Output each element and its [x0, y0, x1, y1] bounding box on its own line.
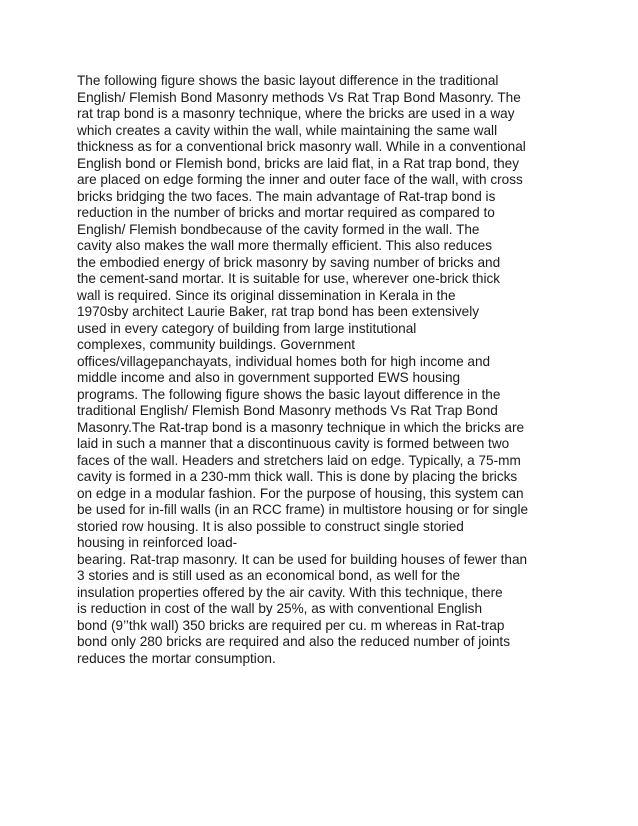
text-line: laid in such a manner that a discontinuous cavity is formed between two [77, 436, 510, 451]
text-line: cavity is formed in a 230-mm thick wall. This is done by placing the bricks [77, 469, 518, 484]
text-line: The following figure shows the basic layout difference in the traditional [77, 73, 499, 88]
text-line: faces of the wall. Headers and stretchers laid on edge. Typically, a 75-mm [77, 452, 521, 468]
text-line: middle income and also in government supported EWS housing [77, 370, 461, 385]
text-line: the cement-sand mortar. It is suitable for use, wherever one-brick thick [77, 271, 501, 286]
text-line: 1970sby architect Laurie Baker, rat trap bond has been extensively [77, 304, 480, 319]
text-line: traditional English/ Flemish Bond Masonry methods Vs Rat Trap Bond [77, 403, 498, 418]
text-line: used in every category of building from large institutional [77, 320, 417, 336]
text-line: is reduction in cost of the wall by 25%, as with conventional English [77, 601, 483, 616]
text-line: insulation properties offered by the air cavity. With this technique, there [77, 584, 503, 600]
text-line: cavity also makes the wall more thermally efficient. This also reduces [77, 238, 493, 253]
body-paragraph [77, 73, 561, 667]
text-line: Masonry.The Rat-trap bond is a masonry technique in which the bricks are [77, 419, 525, 435]
text-line: 3 stories and is still used as an economical bond, as well for the [77, 568, 461, 583]
text-line: bricks bridging the two faces. The main advantage of Rat-trap bond is [77, 188, 496, 204]
text-line: are placed on edge forming the inner and outer face of the wall, with cross [77, 172, 523, 187]
text-line: which creates a cavity within the wall, while maintaining the same wall [77, 122, 498, 138]
text-line: complexes, community buildings. Government [77, 337, 356, 352]
text-line: programs. The following figure shows the basic layout difference in the [77, 386, 501, 402]
text-line: bearing. Rat-trap masonry. It can be used for building houses of fewer than [77, 551, 528, 567]
text-line: offices/villagepanchayats, individual homes both for high income and [77, 353, 491, 369]
text-line: English bond or Flemish bond, bricks are laid flat, in a Rat trap bond, they [77, 155, 520, 171]
text-line: bond only 280 bricks are required and also the reduced number of joints [77, 634, 511, 649]
text-line: reduces the mortar consumption. [77, 650, 276, 666]
text-line: rat trap bond is a masonry technique, where the bricks are used in a way [77, 106, 515, 121]
text-line: bond (9’’thk wall) 350 bricks are required per cu. m whereas in Rat-trap [77, 617, 505, 633]
text-line: be used for in-fill walls (in an RCC frame) in multistore housing or for single [77, 502, 529, 517]
text-line: wall is required. Since its original dissemination in Kerala in the [77, 287, 456, 303]
text-line: storied row housing. It is also possible to construct single storied [77, 518, 464, 534]
text-line: the embodied energy of brick masonry by saving number of bricks and [77, 254, 501, 270]
text-line: housing in reinforced load- [77, 535, 238, 550]
text-line: English/ Flemish Bond Masonry methods Vs Rat Trap Bond Masonry. The [77, 89, 521, 105]
text-line: on edge in a modular fashion. For the purpose of housing, this system can [77, 485, 524, 501]
text-line: thickness as for a conventional brick masonry wall. While in a conventional [77, 139, 526, 154]
text-line: English/ Flemish bondbecause of the cavity formed in the wall. The [77, 221, 480, 237]
text-line: reduction in the number of bricks and mortar required as compared to [77, 205, 495, 220]
